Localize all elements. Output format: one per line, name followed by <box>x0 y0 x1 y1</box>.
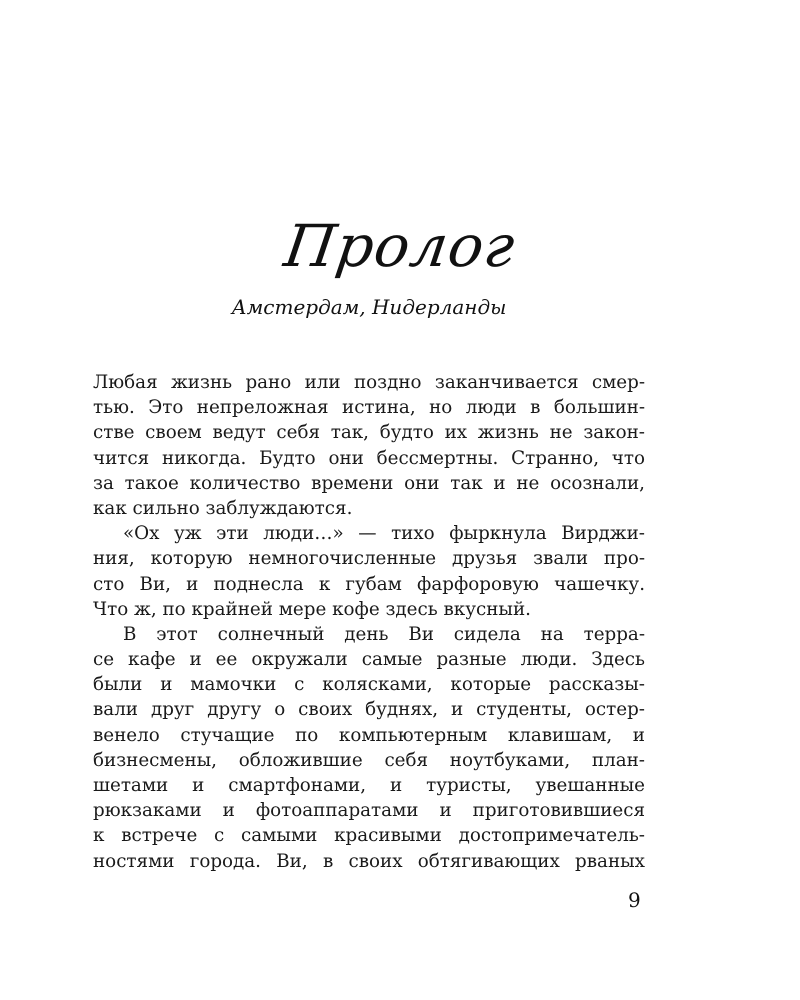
text-line: шетами и смартфонами, и туристы, увешанные <box>93 775 645 796</box>
text-line: рюкзаками и фотоаппаратами и приготовившиеся <box>93 800 645 822</box>
text-line: за такое количество времени они так и не осознали, <box>93 472 645 494</box>
text-line: ния, которую немногочисленные друзья звали про- <box>93 548 645 570</box>
chapter-location: Амстердам, Нидерланды <box>231 295 507 319</box>
text-line: стве своем ведут себя так, будто их жизнь не закон- <box>93 422 645 444</box>
text-line: се кафе и ее окружали самые разные люди. Здесь <box>93 649 645 671</box>
chapter-title: Пролог <box>280 212 520 280</box>
text-line: венело стучащие по компьютерным клавишам, и <box>93 724 645 746</box>
body-text <box>93 370 645 874</box>
text-line: как сильно заблуждаются. <box>93 497 353 519</box>
page-number: 9 <box>628 888 641 912</box>
text-line: были и мамочки с колясками, которые рассказы- <box>93 674 645 696</box>
text-line: тью. Это непреложная истина, но люди в большин- <box>93 397 645 419</box>
text-line: В этот солнечный день Ви сидела на терра- <box>123 623 645 645</box>
text-line: Любая жизнь рано или поздно заканчивается смер- <box>93 372 645 393</box>
text-line: «Ох уж эти люди…» — тихо фыркнула Вирджи- <box>123 523 645 545</box>
text-line: бизнесмены, обложившие себя ноутбуками, план- <box>93 749 645 771</box>
text-line: Что ж, по крайней мере кофе здесь вкусный. <box>93 598 531 620</box>
text-line: вали друг другу о своих буднях, и студенты, остер- <box>93 699 645 721</box>
text-line: ностями города. Ви, в своих обтягивающих рваных <box>93 850 645 872</box>
text-line: сто Ви, и поднесла к губам фарфоровую чашечку. <box>93 573 645 595</box>
text-line: к встрече с самыми красивыми достопримечатель- <box>93 825 645 847</box>
text-line: чится никогда. Будто они бессмертны. Странно, что <box>93 447 645 469</box>
